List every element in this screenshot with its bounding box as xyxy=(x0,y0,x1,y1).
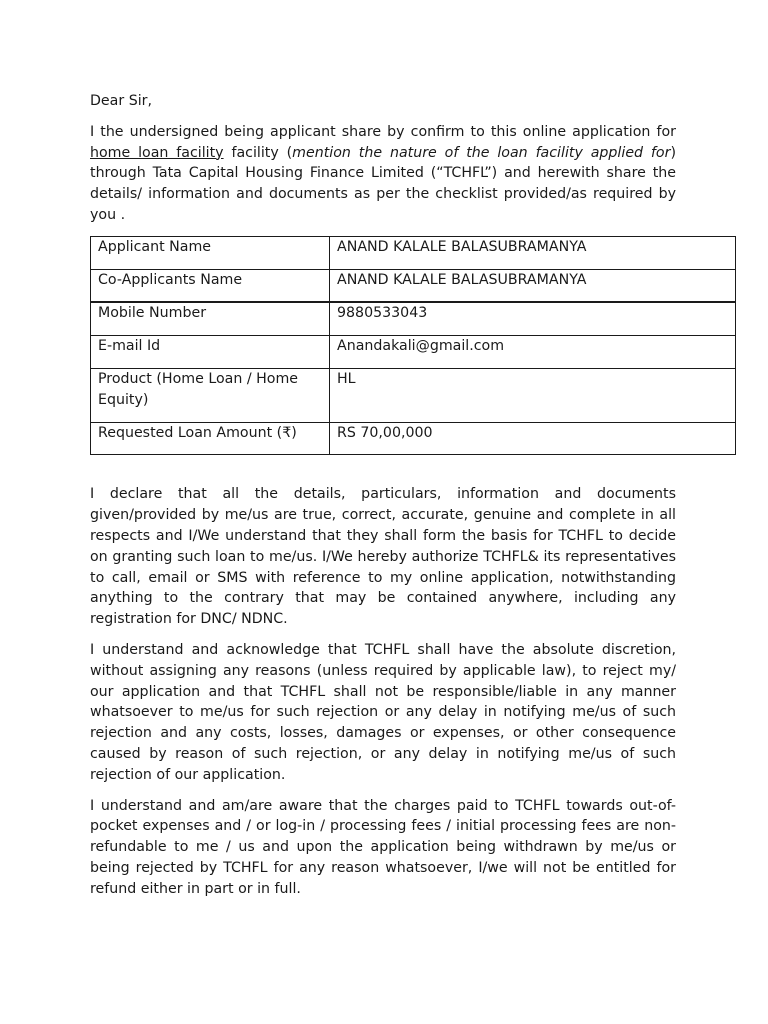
table-row xyxy=(91,302,736,335)
intro-part2: facility ( xyxy=(223,144,293,161)
intro-part1: I the undersigned being applicant share by confirm to this online application for xyxy=(90,123,676,140)
table-row xyxy=(91,336,736,369)
applicant-name-label: Applicant Name xyxy=(91,236,330,269)
discretion-paragraph: I understand and acknowledge that TCHFL shall have the absolute discretion, without assigning any reasons (unless required by applicable law), to reject my/ our application and that TCHFL shall not be responsible/liable in any manner whatsoever to me/us for such rejection or any delay in notifying me/us of such rejection and any costs, losses, damages or expenses, or other consequence caused by reason of such rejection, or any delay in notifying me/us of such rejection of our application. xyxy=(90,641,676,783)
greeting: Dear Sir, xyxy=(90,93,152,109)
letter-page xyxy=(90,91,736,910)
loan-facility-text: home loan facility xyxy=(90,144,224,161)
applicant-name-value: ANAND KALALE BALASUBRAMANYA xyxy=(330,236,736,269)
loan-facility-note: mention the nature of the loan facility applied for xyxy=(292,144,671,161)
table-row xyxy=(91,269,736,302)
applicant-details-table xyxy=(90,236,736,456)
product-label: Product (Home Loan / Home Equity) xyxy=(91,368,330,422)
co-applicant-name-label: Co-Applicants Name xyxy=(91,269,330,302)
mobile-number-value: 9880533043 xyxy=(330,302,736,335)
table-row xyxy=(91,422,736,455)
table-row xyxy=(91,236,736,269)
charges-paragraph: I understand and am/are aware that the charges paid to TCHFL towards out-of-pocket expenses and / or log-in / processing fees / initial processing fees are non-refundable to me / us and upon the application being withdrawn by me/us or being rejected by TCHFL for any reason whatsoever, I/we will not be entitled for refund either in part or in full. xyxy=(90,797,676,897)
intro-paragraph xyxy=(90,122,676,226)
intro-part3: ) through Tata Capital Housing Finance Limited (“TCHFL”) and herewith share the details/ information and documents as per the checklist provided/as required by you . xyxy=(90,144,676,223)
letter-body xyxy=(90,484,676,899)
declaration-paragraph: I declare that all the details, particulars, information and documents given/provided by me/us are true, correct, accurate, genuine and complete in all respects and I/We understand that they shall form the basis for TCHFL to decide on granting such loan to me/us. I/We hereby authorize TCHFL& its representatives to call, email or SMS with reference to my online application, notwithstanding anything to the contrary that may be contained anywhere, including any registration for DNC/ NDNC. xyxy=(90,486,676,628)
co-applicant-name-value: ANAND KALALE BALASUBRAMANYA xyxy=(330,269,736,302)
email-value: Anandakali@gmail.com xyxy=(330,336,736,369)
email-label: E-mail Id xyxy=(91,336,330,369)
table-row xyxy=(91,368,736,422)
letter-header xyxy=(90,91,676,226)
loan-amount-label: Requested Loan Amount (₹) xyxy=(91,422,330,455)
product-value: HL xyxy=(330,368,736,422)
loan-amount-value: RS 70,00,000 xyxy=(330,422,736,455)
mobile-number-label: Mobile Number xyxy=(91,302,330,335)
